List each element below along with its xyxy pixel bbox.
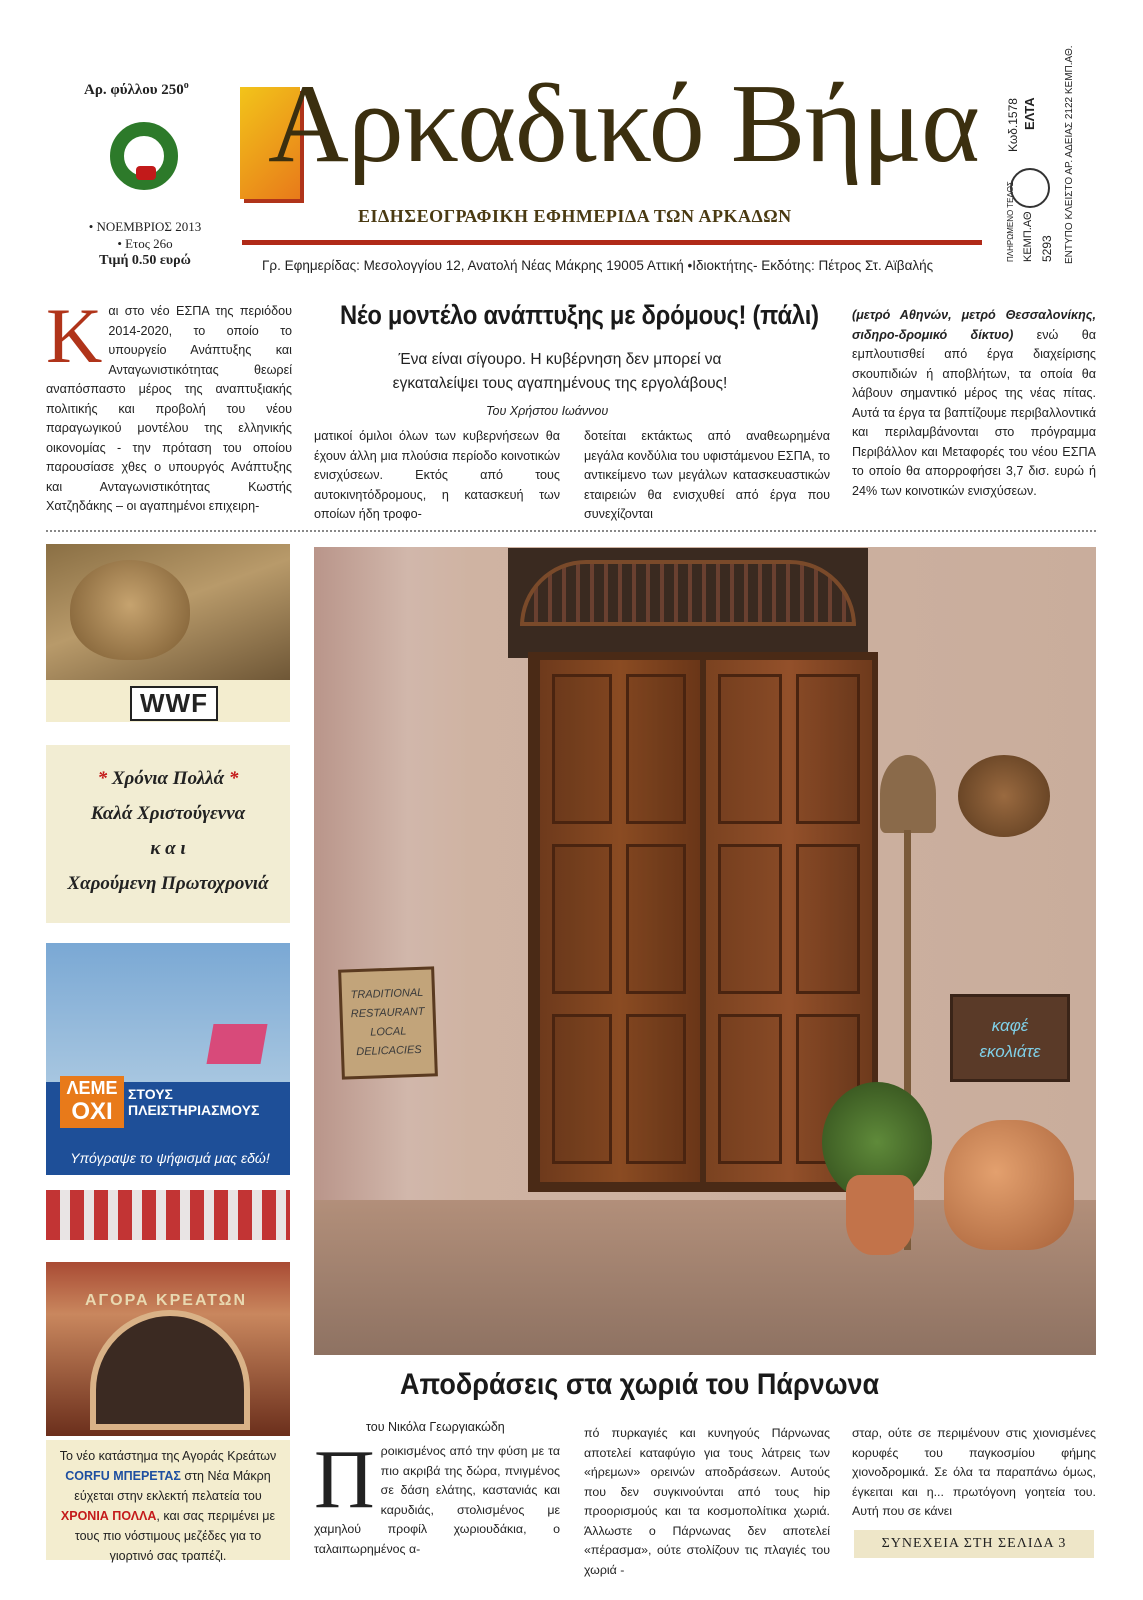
kempl-label: ΚΕΜΠ.ΑΘ (1022, 211, 1034, 262)
newspaper-title: Αρκαδικό Βήμα (268, 62, 979, 186)
postal-permit (1004, 45, 1090, 266)
ad-stous: ΣΤΟΥΣ ΠΛΕΙΣΤΗΡΙΑΣΜΟΥΣ (128, 1086, 260, 1118)
article1-col4-text: ενώ θα εμπλουτισθεί από έργα διαχείρισης σκουπιδιών ή αποβλήτων, τα οποία θα λάβουν σημαντικό μέρος της νέας πίτας. Αυτά τα έργα τα βαπτίζουμε περιβαλλοντικά και περιλαμβάνονται στο πρόγραμμα Περιβάλλον και Μεταφορές του νέου ΕΣΠΑ το οποίο θα απορροφήσει 3,7 δισ. ευρώ ή 24% των κοινοτικών ενισχύσεων. (852, 327, 1096, 498)
article1-col1 (46, 292, 292, 517)
publisher-address: Γρ. Εφημερίδας: Μεσολογγίου 12, Ανατολή Νέας Μάκρης 19005 Αττική •Ιδιοκτήτης- Εκδότης: Πέτρος Στ. Αϊβαλής (262, 258, 934, 273)
issue-price: Τιμή 0.50 ευρώ (99, 253, 191, 268)
article2-col2: πό πυρκαγιές και κυνηγούς Πάρνωνας αποτελεί καταφύγιο για τους λάτρεις των «ήρεμων» ορεινών αποδράσεων. Αυτούς που δεν συγκινούνται από τους hip προορισμούς και τα κοσμοπολίτικα χωριά. Άλλωστε ο Πάρνωνας δεν αποτελεί «πέρασμα», ούτε στολίζουν τις πλαγιές του χωριά - (584, 1426, 830, 1577)
house-icon (206, 1024, 267, 1064)
bear-image (70, 560, 190, 660)
article2-col1-text: ροικισμένος από την φύση με τα πιο ακριβά της δώρα, πνιγμένος σε δάση ελάτης, καστανιάς και καρυδιάς, στολισμένος με χαμηλού προφίλ χωριουδάκια, ο ταλαιπωρημένος α- (314, 1444, 560, 1556)
restaurant-sign: TRADITIONAL RESTAURANT LOCAL DELICACIES (338, 966, 438, 1079)
wooden-barrel (958, 755, 1050, 837)
clay-amphora (944, 1120, 1074, 1250)
elta-label: ΕΛΤΑ (1022, 97, 1037, 130)
article1-col1-rest: αναπόσπαστο μέρος της αναπτυξιακής πολιτικής και προβολή του νέου παραγωγικού μοντέλου της ελληνικής οικονομίας - την πρόταση του οποίου παρουσίασε χθες ο υπουργός Ανάπτυξης και Ανταγωνιστικότητας Κωστής Χατζηδάκης – οι αγαπημένοι επιχειρη- (46, 382, 292, 513)
shop-sign: ΑΓΟΡΑ ΚΡΕΑΤΩΝ (84, 1292, 248, 1309)
article2-byline: του Νικόλα Γεωργιακώδη (366, 1420, 505, 1434)
greeting-line-3: κ α ι (150, 838, 186, 859)
continued-link[interactable]: ΣΥΝΕΧΕΙΑ ΣΤΗ ΣΕΛΙΔΑ 3 (854, 1530, 1094, 1558)
article1-col2: ματικοί όμιλοι όλων των κυβερνήσεων θα έχουν άλλη μια πλούσια περίοδο κοινοτικών ενισχύσεων. Εκτός από τους αυτοκινητόδρομους, η κατασκευή των οποίων ήδη τροφο- (314, 429, 560, 521)
article1-col1-first: αι στο νέο ΕΣΠΑ της περιόδου 2014-2020, το οποίο το υπουργείο Ανάπτυξης και Ανταγωνιστικότητας θεωρεί (108, 304, 292, 377)
article1-deck: Ένα είναι σίγουρο. Η κυβέρνηση δεν μπορεί να εγκαταλείψει τους αγαπημένους της εργολάβους! (392, 351, 728, 392)
issue-year: • Ετος 26ο (117, 236, 173, 251)
article2-headline[interactable]: Αποδράσεις στα χωριά του Πάρνωνα (400, 1368, 880, 1401)
article1-col3: δοτείται εκτάκτως από αναθεωρημένα μεγάλα κονδύλια του υφιστάμενου ΕΣΠΑ, το αντικείμενο των μεγάλων κατασκευαστικών εταιρειών θα ενισχυθεί από έργα που συνεχίζονται (584, 429, 830, 521)
greeting-line-1: * Χρόνια Πολλά * (97, 768, 239, 789)
paid-label: ΠΛΗΡΩΜΕΝΟ ΤΕΛΟΣ (1006, 181, 1015, 262)
section-divider (46, 530, 1096, 532)
article1-col4-italic: (μετρό Αθηνών, μετρό Θεσσαλονίκης, σιδηρο-δρομικό δίκτυο) (852, 308, 1096, 342)
small-clay-pot (846, 1175, 914, 1255)
greeting-line-4: Χαρούμενη Πρωτοχρονιά (67, 873, 269, 894)
article1-col4 (852, 306, 1096, 501)
ad-sign-petition[interactable]: Υπόγραψε το ψήφισμά μας εδώ! (70, 1150, 270, 1166)
wooden-paddle (880, 755, 936, 833)
butcher-shop-caption: Το νέο κατάστημα της Αγοράς Κρεάτων CORFU ΜΠΕΡΕΤΑΣ στη Νέα Μάκρη εύχεται στην εκλεκτή πελατεία του ΧΡΟΝΙΑ ΠΟΛΛΑ, και σας περιμένει με τους πιο νόστιμους μεζέδες για το γιορτινό σας τραπέζι. (46, 1440, 290, 1560)
wwf-logo[interactable]: WWF (130, 686, 218, 721)
postal-stamp-icon (1010, 168, 1050, 208)
article2-col1 (314, 1433, 560, 1559)
article1-headline[interactable]: Νέο μοντέλο ανάπτυξης με δρόμους! (πάλι) (340, 300, 819, 330)
greeting-line-2: Καλά Χριστούγεννα (90, 803, 246, 824)
article2-dropcap: Π (314, 1433, 375, 1526)
ad-leme-oxi: ΛΕΜΕ ΟΧΙ (60, 1076, 124, 1128)
holiday-greeting (46, 745, 290, 923)
article1-dropcap: Κ (46, 292, 103, 379)
article2-col3: σταρ, ούτε σε περιμένουν στις χιονισμένες κορυφές του παγκοσμίου φήμης χιονοδρομικά. Σε όλα τα παραπάνω όμως, έγκειται και η... πρωτόγονη γοητεία του. Αυτή που σε κάνει (852, 1426, 1096, 1518)
sealed-label: ΕΝΤΥΠΟ ΚΛΕΙΣΤΟ ΑΡ. ΑΔΕΙΑΣ 2122 ΚΕΜΠ.ΑΘ. (1064, 45, 1075, 264)
issue-date: • ΝΟΕΜΒΡΙΟΣ 2013 (88, 219, 202, 234)
permit-number: 5293 (1040, 235, 1054, 262)
newspaper-subtitle: ΕΙΔΗΣΕΟΓΡΑΦΙΚΗ ΕΦΗΜΕΡΙΔΑ ΤΩΝ ΑΡΚΑΔΩΝ (358, 206, 792, 226)
issue-number: Αρ. φύλλου $250^o$ (84, 80, 189, 98)
ironwork-transom (520, 560, 856, 626)
christmas-baubles-banner (46, 1190, 290, 1240)
issue-date-block (80, 218, 210, 269)
door-left (540, 660, 700, 1182)
cafe-sign: καφέ εκολιάτε (950, 994, 1070, 1082)
article1-byline: Του Χρήστου Ιωάννου (486, 404, 609, 418)
postal-code: Κωδ.1578 (1006, 98, 1020, 152)
masthead-divider (242, 240, 982, 245)
christmas-wreath-icon (110, 122, 178, 190)
